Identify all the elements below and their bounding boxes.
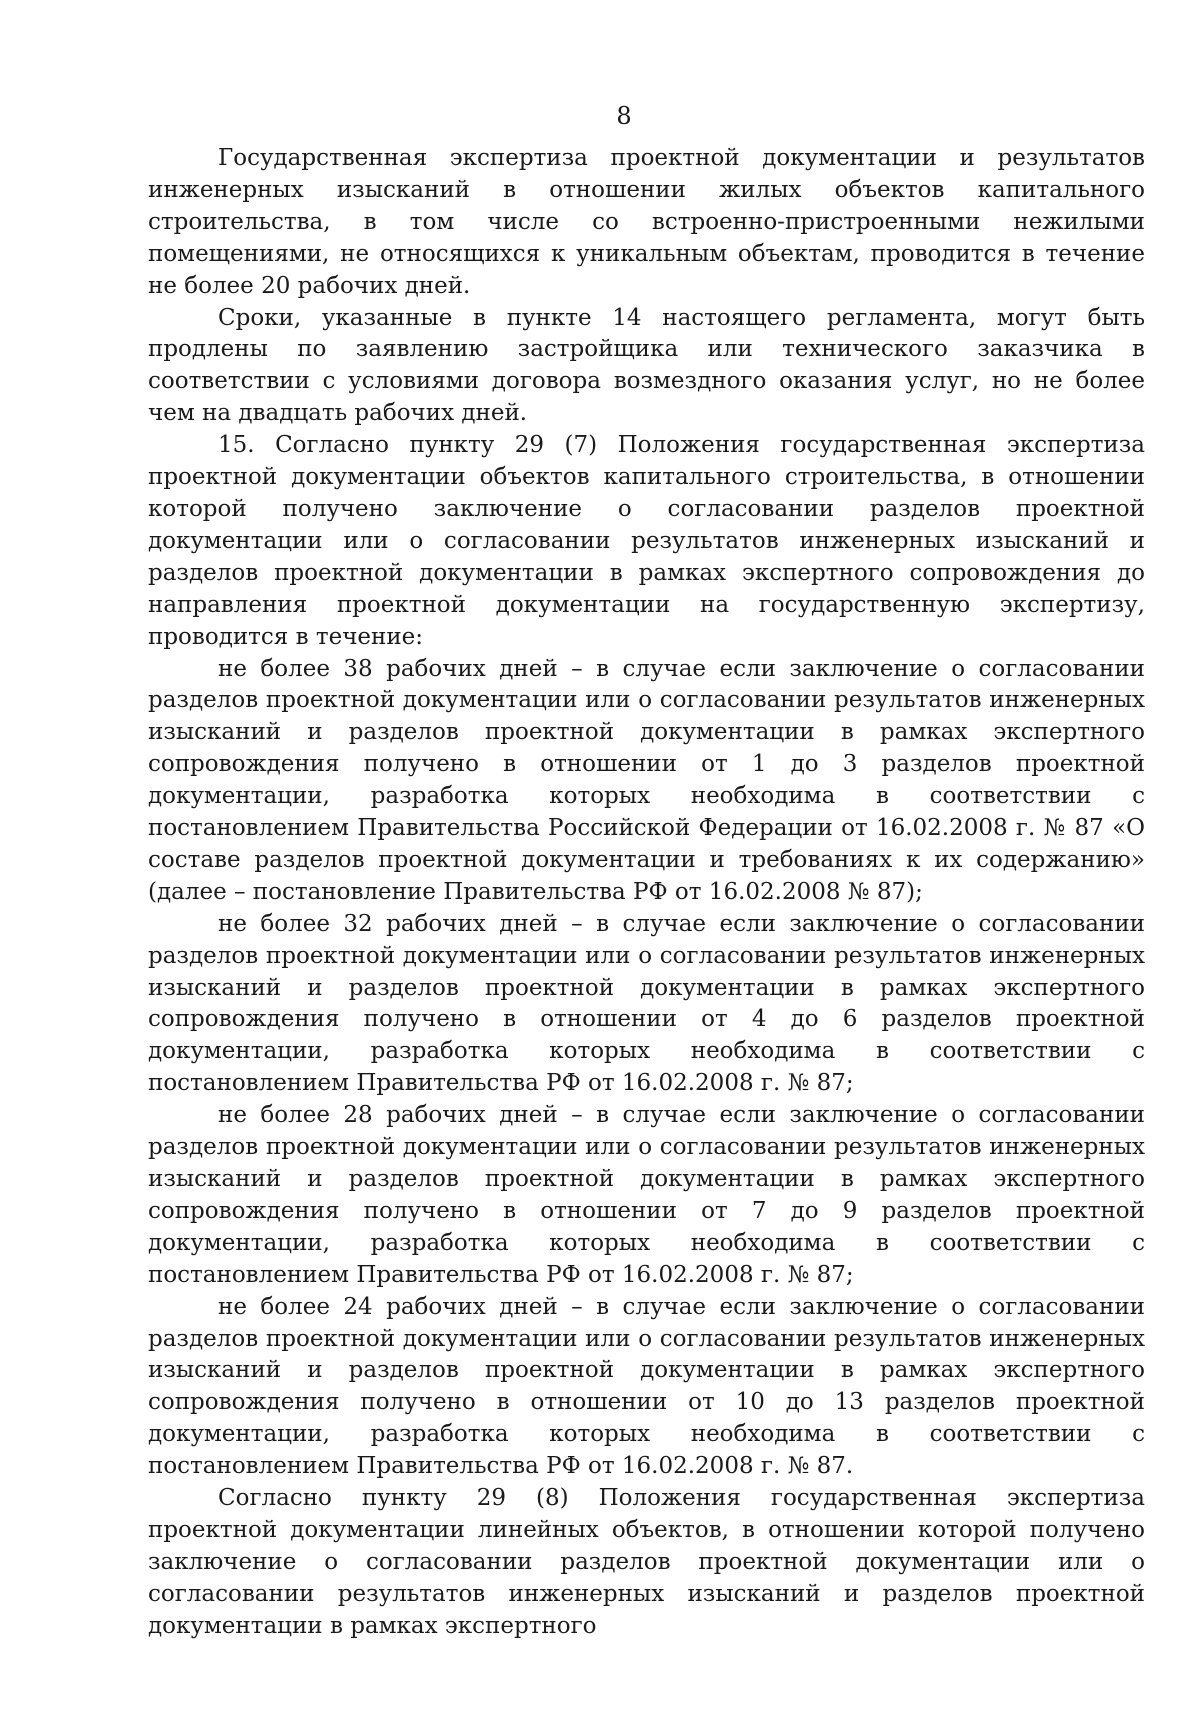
paragraph-expertise-term: Государственная экспертиза проектной документации и результатов инженерных изысканий в отношении жилых объектов капитального строительства, в том числе со встроенно-пристроенными нежилыми помещениями, не относящихся к уникальным объектам, проводится в течение не более 20 рабочих дней. [148,145,1145,299]
paragraph-item-15: 15. Согласно пункту 29 (7) Положения государственная экспертиза проектной документации объектов капитального строительства, в отношении которой получено заключение о согласовании разделов проектной документации или о согласовании результатов инженерных изысканий и разделов проектной документации в рамках экспертного сопровождения до направления проектной документации на государственную экспертизу, проводится в течение: [148,432,1145,650]
paragraph-24-days: не более 24 рабочих дней – в случае если заключение о согласовании разделов проектной документации или о согласовании результатов инженерных изысканий и разделов проектной документации в рамках экспертного сопровождения получено в отношении от 10 до 13 разделов проектной документации, разработка которых необходима в соответствии с постановлением Правительства РФ от 16.02.2008 г. № 87. [148,1293,1145,1480]
page-number: 8 [616,102,632,130]
paragraph-term-extension: Сроки, указанные в пункте 14 настоящего регламента, могут быть продлены по заявлению застройщика или технического заказчика в соответствии с условиями договора возмездного оказания услуг, но не более чем на двадцать рабочих дней. [148,304,1145,427]
document-body [148,143,1145,1643]
paragraph-32-days: не более 32 рабочих дней – в случае если заключение о согласовании разделов проектной документации или о согласовании результатов инженерных изысканий и разделов проектной документации в рамках экспертного сопровождения получено в отношении от 4 до 6 разделов проектной документации, разработка которых необходима в соответствии с постановлением Правительства РФ от 16.02.2008 г. № 87; [148,910,1145,1097]
paragraph-38-days: не более 38 рабочих дней – в случае если заключение о согласовании разделов проектной документации или о согласовании результатов инженерных изысканий и разделов проектной документации в рамках экспертного сопровождения получено в отношении от 1 до 3 разделов проектной документации, разработка которых необходима в соответствии с постановлением Правительства Российской Федерации от 16.02.2008 г. № 87 «О составе разделов проектной документации и требованиях к их содержанию» (далее – постановление Правительства РФ от 16.02.2008 № 87); [148,655,1145,905]
paragraph-28-days: не более 28 рабочих дней – в случае если заключение о согласовании разделов проектной документации или о согласовании результатов инженерных изысканий и разделов проектной документации в рамках экспертного сопровождения получено в отношении от 7 до 9 разделов проектной документации, разработка которых необходима в соответствии с постановлением Правительства РФ от 16.02.2008 г. № 87; [148,1102,1145,1288]
paragraph-linear-objects: Согласно пункту 29 (8) Положения государственная экспертиза проектной документации линейных объектов, в отношении которой получено заключение о согласовании разделов проектной документации или о согласовании результатов инженерных изысканий и разделов проектной документации в рамках экспертного [148,1485,1145,1639]
